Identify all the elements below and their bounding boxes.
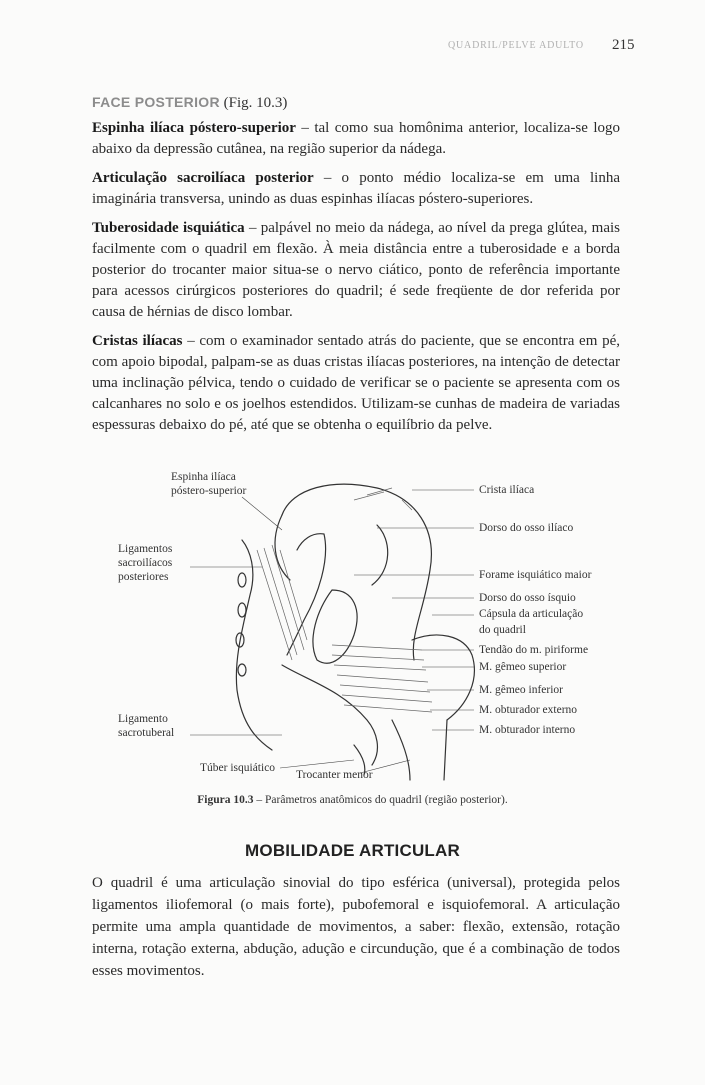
- label-capsula: Cápsula da articulação: [479, 608, 584, 620]
- section-title-caps: FACE POSTERIOR: [92, 94, 220, 110]
- mobility-paragraph: O quadril é uma articulação sinovial do tipo esférica (universal), protegida pelos ligamentos iliofemoral (o mais forte), pubofemoral e isquiofemoral. A articulação permite uma ampla quantidade de movimentos, a saber: flexão, extensão, rotação interna, rotação externa, abdução, adução e circundução, que é a combinação de todos esses movimentos.: [92, 875, 620, 979]
- running-title: QUADRIL/PELVE ADULTO: [448, 40, 584, 51]
- mobility-heading: MOBILIDADE ARTICULAR: [245, 841, 460, 860]
- definition: – o ponto médio localiza-se em uma linha imaginária transversa, unindo as duas espinhas ilíacas póstero-superiores.: [92, 170, 620, 207]
- paragraph-articulacao: [92, 168, 620, 210]
- label-trocanter: Trocanter menor: [296, 769, 373, 781]
- iliac-dorsum-line: [372, 525, 388, 585]
- definition: – palpável no meio da nádega, ao nível da prega glútea, mais facilmente com o quadril em flexão. À meia distância entre a tuberosidade e a borda posterior do trocanter maior situa-se o nervo ciático, ponto de referência importante para acessos cirúrgicos posteriores do quadril; é sede freqüente de dor referida por causa de hérnias de disco lombar.: [92, 220, 621, 320]
- definition: – tal como sua homônima anterior, localiza-se logo abaixo da depressão cutânea, na região superior da nádega.: [92, 120, 620, 157]
- paragraph-tuberosidade: [92, 218, 620, 323]
- label-ligamento: Ligamento sacrotuberal: [118, 713, 175, 739]
- term: Articulação sacroilíaca posterior: [92, 170, 314, 186]
- mobility-section: [92, 872, 620, 990]
- label-gemeo-inferior: M. gêmeo inferior: [479, 684, 563, 696]
- section-title-ref: (Fig. 10.3): [219, 95, 288, 111]
- label-tuber: Túber isquiático: [200, 762, 276, 774]
- ligament-fibers: [257, 545, 307, 660]
- leader-tuber: [280, 760, 354, 768]
- caption-label: Figura 10.3: [197, 794, 254, 806]
- figure-caption: [0, 794, 705, 806]
- definition: – com o examinador sentado atrás do paciente, que se encontra em pé, com apoio bipodal, palpam-se as duas cristas ilíacas posteriores, na intenção de detectar uma inclinação pélvica, tendo o cuidado de verificar se o paciente se apresenta com os calcanhares no solo e os joelhos estendidos. Utilizam-se cunhas de madeira de variadas espessuras debaixo do pé, até que se obtenha o equilíbrio da pelve.: [92, 333, 620, 433]
- paragraph-cristas: [92, 331, 620, 436]
- label-tendao: Tendão do m. piriforme: [479, 644, 589, 656]
- term: Cristas ilíacas: [92, 333, 183, 349]
- caption-text: – Parâmetros anatômicos do quadril (região posterior).: [253, 794, 508, 806]
- section-face-posterior: [92, 92, 620, 444]
- femur-shaft-inner: [392, 720, 410, 780]
- sacrum-outline: [236, 540, 272, 750]
- muscle-fibers: [332, 645, 432, 712]
- label-dorso-iliaco: Dorso do osso ilíaco: [479, 522, 574, 534]
- posterior-spine-outline: [275, 515, 290, 580]
- label-gemeo-superior: M. gêmeo superior: [479, 661, 567, 673]
- sacrotuberous-ligament: [282, 665, 377, 765]
- sacral-foramen: [238, 664, 246, 676]
- label-obturador-interno: M. obturador interno: [479, 724, 576, 736]
- leader-espinha: [242, 497, 282, 530]
- iliac-crest-outline: [282, 484, 431, 660]
- term: Tuberosidade isquiática: [92, 220, 245, 236]
- label-espinha: Espinha ilíaca póstero-superior: [171, 471, 247, 497]
- label-dorso-isquio: Dorso do osso ísquio: [479, 592, 576, 604]
- label-crista: Crista ilíaca: [479, 484, 535, 496]
- paragraph-espinha: [92, 118, 620, 160]
- greater-trochanter: [412, 635, 474, 720]
- sacral-foramen: [238, 603, 246, 617]
- section-title: [92, 92, 620, 114]
- label-capsula-2: do quadril: [479, 624, 526, 636]
- term: Espinha ilíaca póstero-superior: [92, 120, 296, 136]
- sacral-foramen: [238, 573, 246, 587]
- label-obturador-externo: M. obturador externo: [479, 704, 578, 716]
- anatomy-figure: [92, 470, 620, 782]
- femur-shaft-outer: [444, 720, 447, 780]
- label-ligamentos: Ligamentos sacroilíacos posteriores: [118, 543, 173, 583]
- greater-sciatic-foramen: [313, 590, 357, 663]
- label-forame: Forame isquiático maior: [479, 569, 592, 581]
- page-number: 215: [612, 37, 635, 53]
